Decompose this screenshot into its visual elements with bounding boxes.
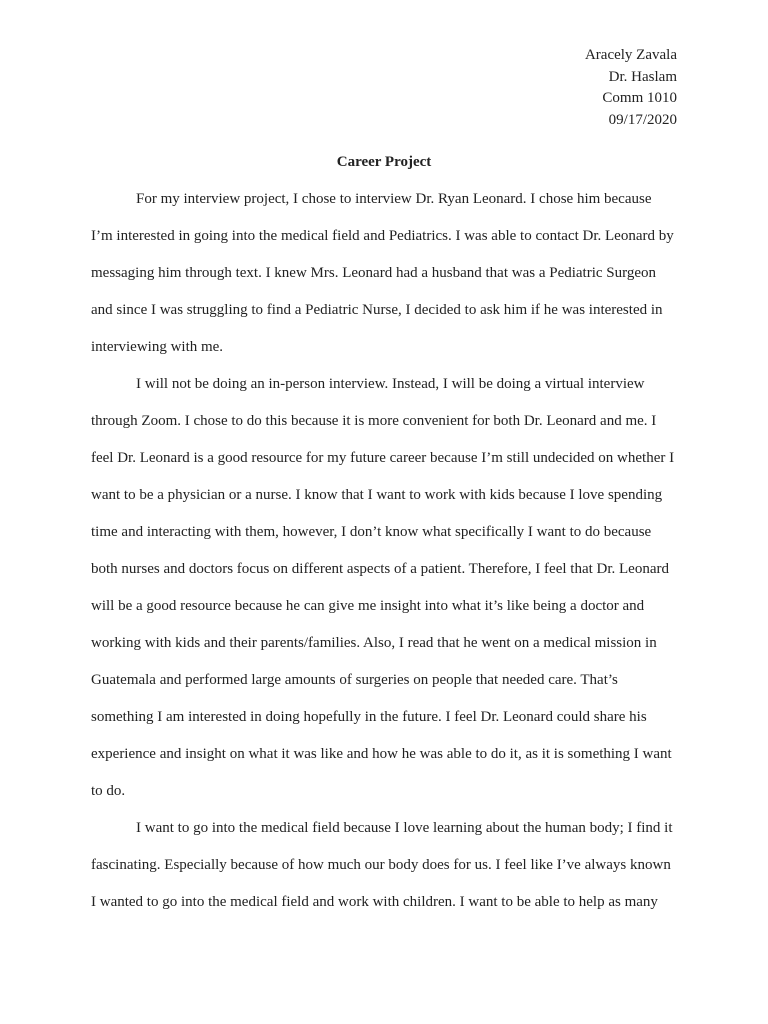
instructor-name: Dr. Haslam bbox=[608, 68, 677, 85]
body-text-line: want to be a physician or a nurse. I know that I want to work with kids because I love spending bbox=[91, 487, 663, 503]
body-text-line: messaging him through text. I knew Mrs. Leonard had a husband that was a Pediatric Surgeon bbox=[91, 265, 657, 281]
document-title: Career Project bbox=[336, 154, 432, 170]
author-name: Aracely Zavala bbox=[584, 47, 677, 63]
body-text-line: working with kids and their parents/families. Also, I read that he went on a medical mission in bbox=[91, 635, 657, 651]
body-text-line: to do. bbox=[91, 783, 126, 799]
document-date: 09/17/2020 bbox=[608, 112, 677, 129]
body-text-line: something I am interested in doing hopefully in the future. I feel Dr. Leonard could share his bbox=[91, 709, 647, 725]
heading-block bbox=[585, 45, 677, 132]
body-text-line: I’m interested in going into the medical field and Pediatrics. I was able to contact Dr. Leonard by bbox=[91, 228, 674, 244]
course-name: Comm 1010 bbox=[602, 90, 677, 107]
body-text-line: fascinating. Especially because of how much our body does for us. I feel like I’ve always known bbox=[91, 857, 671, 873]
body-text-line: I want to go into the medical field because I love learning about the human body; I find it bbox=[136, 820, 673, 836]
body-text-line: interviewing with me. bbox=[91, 339, 224, 355]
body-text-line: through Zoom. I chose to do this because it is more convenient for both Dr. Leonard and me. I bbox=[91, 413, 657, 429]
body-text-line: I wanted to go into the medical field and work with children. I want to be able to help as many bbox=[91, 894, 658, 910]
body-text-line: Guatemala and performed large amounts of surgeries on people that needed care. That’s bbox=[91, 672, 618, 688]
body-text-line: time and interacting with them, however, I don’t know what specifically I want to do because bbox=[91, 524, 652, 540]
body-text-line: both nurses and doctors focus on different aspects of a patient. Therefore, I feel that Dr. Leonard bbox=[91, 561, 669, 577]
body-text-line: For my interview project, I chose to interview Dr. Ryan Leonard. I chose him because bbox=[136, 191, 652, 207]
body-text-line: will be a good resource because he can give me insight into what it’s like being a doctor and bbox=[91, 598, 645, 614]
body-text-line: experience and insight on what it was like and how he was able to do it, as it is something I want bbox=[91, 746, 672, 762]
body-text-line: and since I was struggling to find a Pediatric Nurse, I decided to ask him if he was interested in bbox=[91, 302, 663, 318]
body-text-line: I will not be doing an in-person interview. Instead, I will be doing a virtual interview bbox=[136, 376, 645, 392]
body-text-line: feel Dr. Leonard is a good resource for my future career because I’m still undecided on whether I bbox=[91, 450, 675, 466]
